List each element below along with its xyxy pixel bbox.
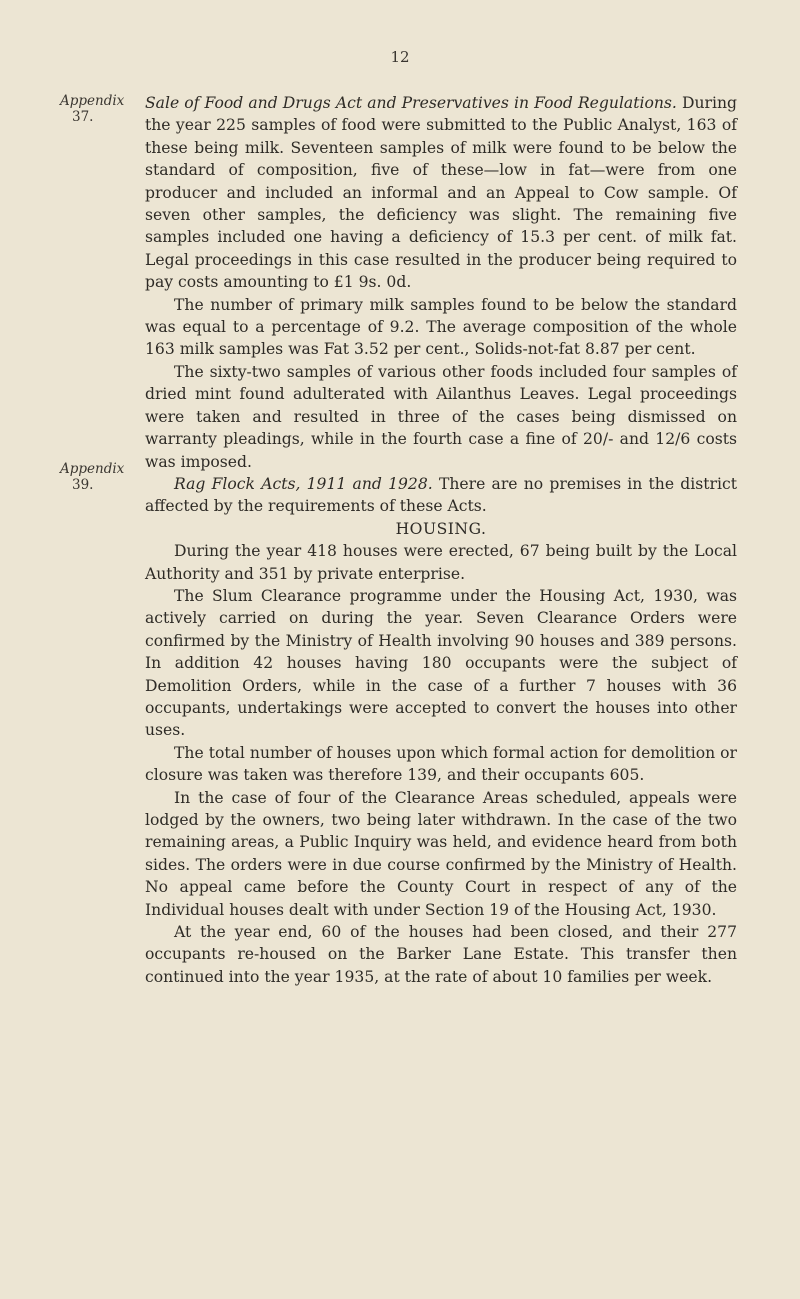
page-number: 12 [390,48,410,66]
food-act-heading: Sale of Food and Drugs Act and Preservatives in Food Regulations. [145,94,677,112]
year-end-paragraph: At the year end, 60 of the houses had been closed, and their 277 occupants re-housed on the Barker Lane Estate. This transfer then continued into the year 1935, at the rate of about 10 families per week. [145,923,737,986]
margin-note-label: Appendix [60,461,125,477]
margin-note-appendix-37 [60,93,140,125]
rag-flock-text: There are no premises in the district affected by the requirements of these Acts. [145,474,737,516]
housing-heading: HOUSING. [395,519,487,538]
slum-clearance-paragraph: The Slum Clearance programme under the Housing Act, 1930, was actively carried on during the year. Seven Clearance Orders were confirmed by the Ministry of Health involving 90 houses and 389 persons. In addition 42 houses having 180 occupants were the subject of Demolition Orders, while in the case of a further 7 houses with 36 occupants, undertakings were accepted to convert the houses into other uses. [145,586,737,740]
margin-note-number: 37. [72,109,94,125]
body-text [145,92,737,988]
food-act-text: During the year 225 samples of food were submitted to the Public Analyst, 163 of these being milk. Seventeen samples of milk were found to be below the standard of composition, five of these—low in fat—were from one producer and included an informal and an Appeal to Cow sample. Of seven other samples, the deficiency was slight. The remaining five samples included one having a deficiency of 15.3 per cent. of milk fat. Legal proceedings in this case resulted in the producer being required to pay costs amounting to £1 9s. 0d. [145,94,737,292]
margin-note-number: 39. [72,477,94,493]
milk-average-paragraph: The number of primary milk samples found to be below the standard was equal to a percentage of 9.2. The average composition of the whole 163 milk samples was Fat 3.52 per cent., Solids-not-fat 8.87 per cent. [145,295,737,359]
margin-note-appendix-39 [60,461,140,493]
margin-note-label: Appendix [60,93,125,109]
other-foods-paragraph: The sixty-two samples of various other foods included four samples of dried mint found adulterated with Ailanthus Leaves. Legal proceedings were taken and resulted in three of the cases being dismissed on warranty pleadings, while in the fourth case a fine of 20/- and 12/6 costs was imposed. [145,362,737,471]
food-act-paragraph [145,92,737,294]
rag-flock-paragraph [145,473,737,518]
demolition-total-paragraph: The total number of houses upon which formal action for demolition or closure was taken was therefore 139, and their occupants 605. [145,743,737,785]
appeals-paragraph: In the case of four of the Clearance Areas scheduled, appeals were lodged by the owners, two being later withdrawn. In the case of the two remaining areas, a Public Inquiry was held, and evidence heard from both sides. The orders were in due course confirmed by the Ministry of Health. No appeal came before the County Court in respect of any of the Individual houses dealt with under Section 19 of the Housing Act, 1930. [145,788,737,919]
houses-erected-paragraph: During the year 418 houses were erected, 67 being built by the Local Authority and 351 by private enterprise. [145,542,737,583]
rag-flock-heading: Rag Flock Acts, 1911 and 1928. [174,474,433,493]
